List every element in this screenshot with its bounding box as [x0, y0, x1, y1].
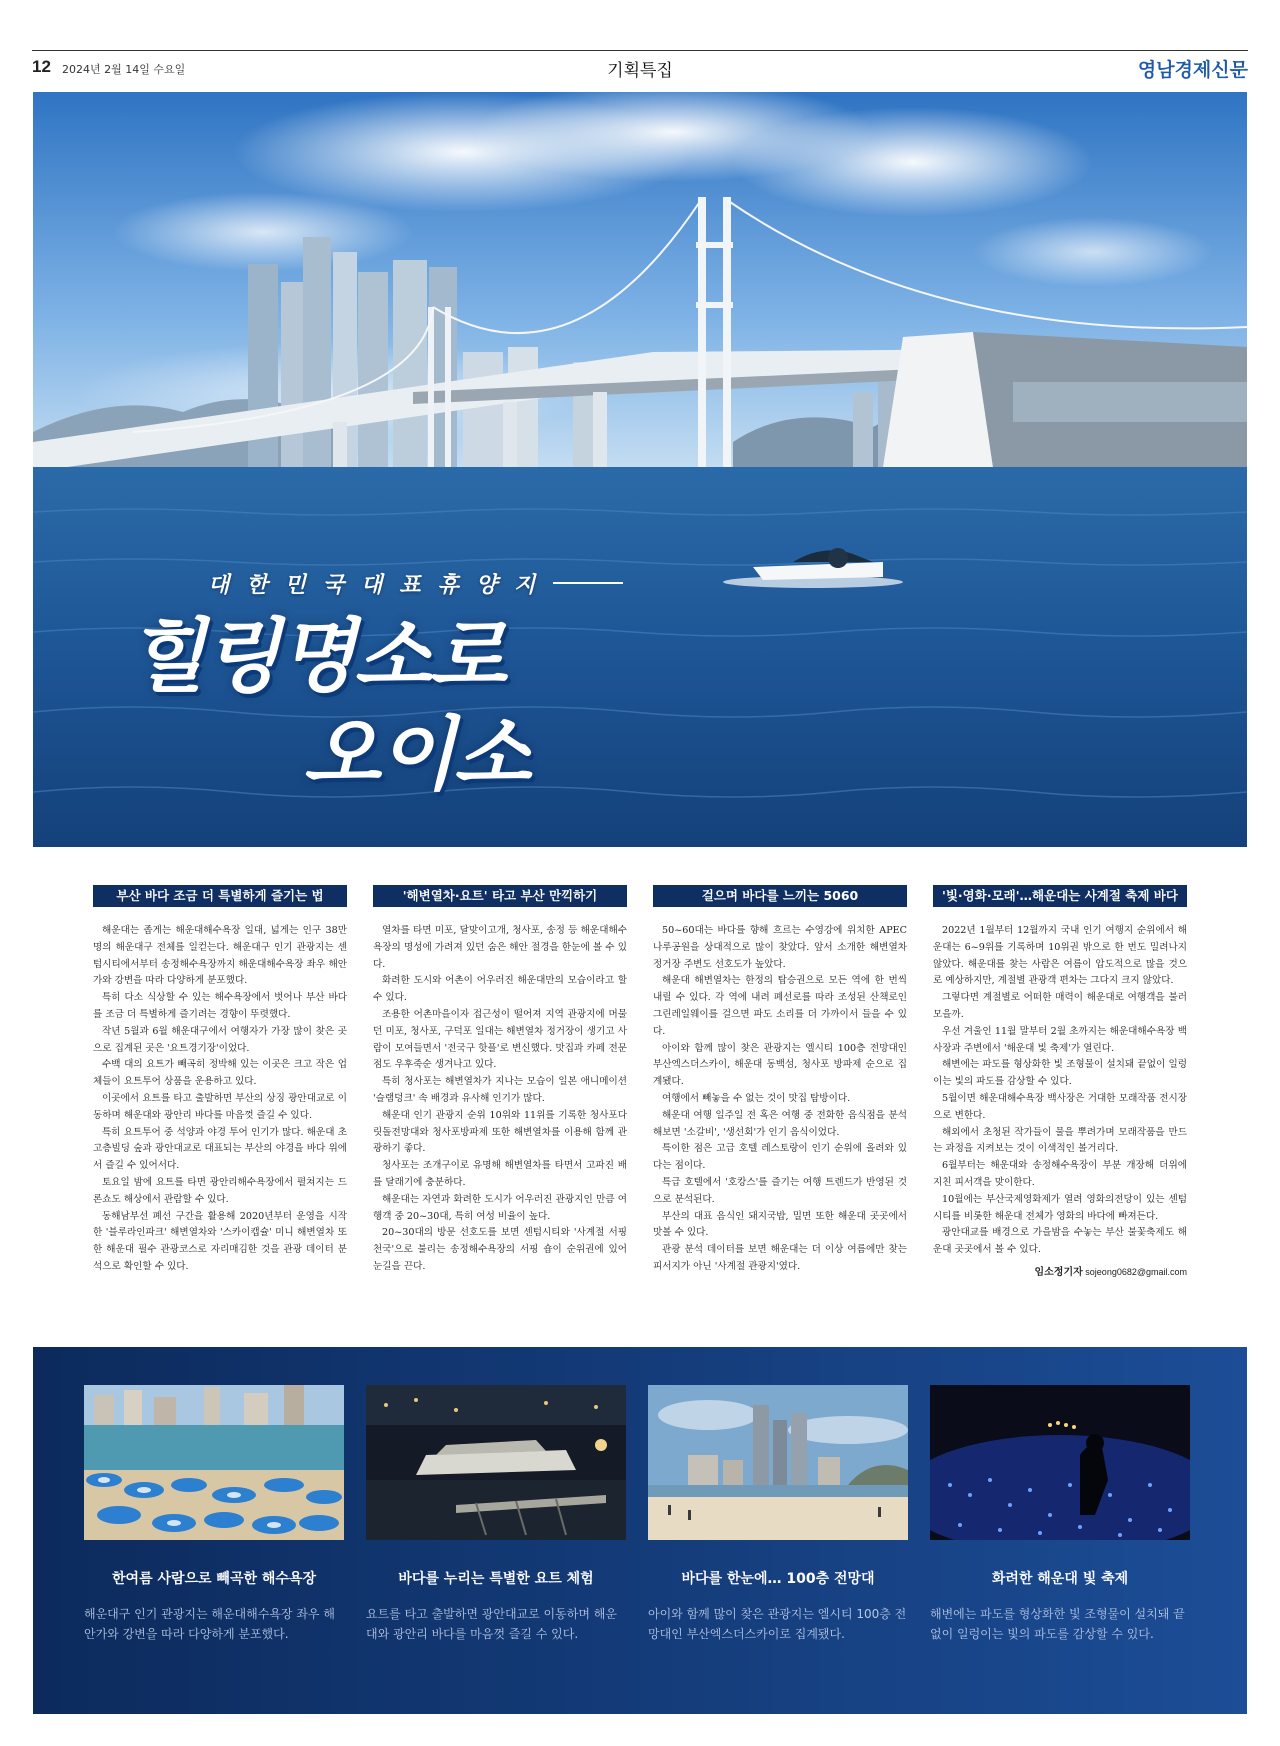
article-columns	[93, 885, 1187, 1315]
issue-date: 2024년 2월 14일 수요일	[62, 63, 186, 76]
paragraph: 아이와 함께 많이 찾은 관광지는 엘시티 100층 전망대인 부산엑스더스카이, 해운대 동백섬, 청사포 방파제 순으로 집계됐다.	[653, 1042, 907, 1088]
article-heading: '해변열차·요트' 타고 부산 만끽하기	[373, 885, 627, 907]
paragraph: 해운대 해변열차는 한정의 탑승권으로 모든 역에 한 번씩 내릴 수 있다. 각 역에 내려 폐선로를 따라 조성된 산책로인 그린레일웨이를 걸으면 파도 소리를 더 가까이서 들을 수 있다.	[653, 975, 907, 1037]
photo-card-yacht	[366, 1385, 626, 1644]
article-body	[933, 923, 1187, 1259]
paragraph: 이곳에서 요트를 타고 출발하면 부산의 상징 광안대교로 이동하며 해운대와 광안리 바다를 마음껏 즐길 수 있다.	[93, 1092, 347, 1121]
hero-title-line2: 오이소	[303, 708, 529, 801]
paragraph: 특히 요트투어 중 석양과 야경 투어 인기가 많다. 해운대 초고층빌딩 숲과 광안대교로 대표되는 부산의 야경을 바다 위에서 즐길 수 있어서다.	[93, 1126, 347, 1172]
paragraph: 특이한 점은 고급 호텔 레스토랑이 인기 순위에 올려와 있다는 점이다.	[653, 1143, 907, 1172]
photo-card-skyline	[648, 1385, 908, 1644]
paragraph: 여행에서 빼놓을 수 없는 것이 맛집 탐방이다.	[662, 1092, 851, 1104]
card-title: 화려한 해운대 빛 축제	[991, 1571, 1129, 1587]
article-body	[93, 923, 347, 1276]
byline-name: 임소정기자	[1034, 1266, 1083, 1278]
page-number: 12	[32, 57, 51, 76]
paragraph: 그렇다면 계절별로 어떠한 매력이 해운대로 여행객을 불러 모을까.	[933, 992, 1187, 1020]
skyline-photo	[648, 1385, 908, 1540]
article-column-3	[653, 885, 907, 1276]
paragraph: 해변에는 파도를 형상화한 빛 조형물이 설치돼 끝없이 일렁이는 빛의 파도를 감상할 수 있다.	[933, 1059, 1187, 1088]
paragraph: 특히 청사포는 해변열차가 지나는 모습이 일본 애니메이션 '슬램덩크' 속 배경과 유사해 인기가 많다.	[373, 1076, 627, 1104]
paragraph: 열차를 타면 미포, 달맞이고개, 청사포, 송정 등 해운대해수욕장의 명성에 가려져 있던 숨은 해안 절경을 한눈에 볼 수 있다.	[373, 925, 627, 970]
paragraph: 조용한 어촌마을이자 접근성이 떨어져 지역 관광지에 머물던 미포, 청사포, 구덕포 일대는 해변열차 정거장이 생기고 사람이 모여들면서 '전국구 핫플'로 변신했다. 맛집과 카페 전문점도 우후죽순 생겨나고 있다.	[373, 1008, 627, 1071]
article-body	[373, 923, 627, 1276]
article-heading: 부산 바다 조금 더 특별하게 즐기는 법	[93, 885, 347, 907]
hero-kicker: 대한민국대표휴양지	[208, 573, 553, 598]
article-heading: 걸으며 바다를 느끼는 5060	[653, 885, 907, 907]
bridge-sea-photo	[33, 92, 1247, 847]
paragraph: 50~60대는 바다를 향해 흐르는 수영강에 위치한 APEC 나루공원을 상대적으로 많이 찾았다. 앞서 소개한 해변열차 정거장 주변도 선호도가 높았다.	[653, 925, 907, 970]
article-column-4	[933, 885, 1187, 1278]
page-header	[32, 50, 1248, 88]
paragraph: 해운대는 자연과 화려한 도시가 어우러진 관광지인 만큼 여행객 중 20~30대, 특히 여성 비율이 높다.	[373, 1193, 627, 1222]
article-column-1	[93, 885, 347, 1276]
paragraph: 관광 분석 데이터를 보면 해운대는 더 이상 여름에만 찾는 피서지가 아닌 '사계절 관광지'였다.	[653, 1244, 907, 1272]
paragraph: 수백 대의 요트가 빼곡히 정박해 있는 이곳은 크고 작은 업체들이 요트투어 상품을 운용하고 있다.	[93, 1059, 347, 1088]
card-description: 해변에는 파도를 형상화한 빛 조형물이 설치돼 끝없이 일렁이는 빛의 파도를 감상할 수 있다.	[930, 1607, 1185, 1641]
card-description: 해운대구 인기 관광지는 해운대해수욕장 좌우 해안가와 강변을 따라 다양하게 분포했다.	[84, 1607, 335, 1641]
card-description: 요트를 타고 출발하면 광안대교로 이동하며 해운대와 광안리 바다를 마음껏 즐길 수 있다.	[366, 1607, 617, 1641]
paragraph: 10월에는 부산국제영화제가 열려 영화의전당이 있는 센텀시티를 비롯한 해운대 전체가 영화의 바다에 빠져든다.	[933, 1193, 1187, 1222]
card-title: 바다를 누리는 특별한 요트 체험	[398, 1571, 594, 1587]
card-title: 한여름 사람으로 빼곡한 해수욕장	[112, 1571, 316, 1587]
article-column-2	[373, 885, 627, 1276]
paragraph: 광안대교를 배경으로 가을밤을 수놓는 부산 불꽃축제도 해운대 곳곳에서 볼 수 있다.	[933, 1227, 1187, 1256]
hero-image	[33, 92, 1247, 847]
paragraph: 우선 겨울인 11월 말부터 2월 초까지는 해운대해수욕장 백사장과 주변에서 '해운대 빛 축제'가 열린다.	[933, 1025, 1187, 1054]
article-heading: '빛·영화·모래'…해운대는 사계절 축제 바다	[933, 885, 1187, 907]
paragraph: 특급 호텔에서 '호캉스'를 즐기는 여행 트렌드가 반영된 것으로 분석된다.	[653, 1176, 907, 1205]
card-description: 아이와 함께 많이 찾은 관광지는 엘시티 100층 전망대인 부산엑스더스카이로 집계됐다.	[648, 1607, 907, 1641]
card-title: 바다를 한눈에… 100층 전망대	[681, 1571, 875, 1587]
kicker-line	[553, 582, 623, 584]
newspaper-name: 영남경제신문	[1137, 59, 1248, 81]
paragraph: 부산의 대표 음식인 돼지국밥, 밀면 또한 해운대 곳곳에서 맛볼 수 있다.	[653, 1210, 907, 1239]
paragraph: 6월부터는 해운대와 송정해수욕장이 부분 개장해 더위에 지친 피서객을 맞이한다.	[933, 1160, 1187, 1188]
paragraph: 5월이면 해운대해수욕장 백사장은 거대한 모래작품 전시장으로 변한다.	[933, 1092, 1187, 1121]
photo-card-beach	[84, 1385, 344, 1644]
paragraph: 해운대 인기 관광지 순위 10위와 11위를 기록한 청사포다릿돌전망대와 청사포방파제 또한 해변열차를 이용해 함께 관광하기 좋다.	[373, 1109, 627, 1155]
byline-email: sojeong0682@gmail.com	[1085, 1266, 1187, 1277]
paragraph: 해외에서 초청된 작가들이 물을 뿌려가며 모래작품을 만드는 과정을 지켜보는 것이 이색적인 볼거리다.	[933, 1126, 1187, 1155]
paragraph: 특히 다소 식상할 수 있는 해수욕장에서 벗어나 부산 바다를 조금 더 특별하게 즐기려는 경향이 뚜렷했다.	[93, 992, 347, 1020]
beach-photo	[84, 1385, 344, 1540]
paragraph: 청사포는 조개구이로 유명해 해변열차를 타면서 고파진 배를 달래기에 충분하다.	[373, 1160, 627, 1188]
byline	[933, 1263, 1187, 1278]
paragraph: 토요일 밤에 요트를 타면 광안리해수욕장에서 펼쳐지는 드론쇼도 해상에서 관람할 수 있다.	[93, 1176, 347, 1205]
article-body	[653, 923, 907, 1276]
photo-band	[33, 1347, 1247, 1714]
paragraph: 20~30대의 방문 선호도를 보면 센텀시티와 '사계절 서핑 천국'으로 불리는 송정해수욕장의 서핑 숍이 순위권에 있어 눈길을 끈다.	[373, 1227, 627, 1272]
paragraph: 2022년 1월부터 12월까지 국내 인기 여행지 순위에서 해운대는 6~9위를 기록하며 10위권 밖으로 한 번도 밀려나지 않았다. 해운대를 찾는 사람은 여름이 압도적으로 많을 것으로 예상하지만, 계절별 관광객 편차는 그다지 크지 않았다.	[933, 925, 1187, 987]
yacht-photo	[366, 1385, 626, 1540]
paragraph: 동해남부선 폐선 구간을 활용해 2020년부터 운영을 시작한 '블루라인파크' 해변열차와 '스카이캡슐' 미니 해변열차 또한 해운대 필수 관광코스로 자리매김한 것을 관광 데이터 분석으로 확인할 수 있다.	[93, 1210, 347, 1272]
paragraph: 해운대 여행 일주일 전 혹은 여행 중 전화한 음식점을 분석해보면 '소갈비', '생선회'가 인기 음식이었다.	[653, 1109, 907, 1138]
hero-title-line1: 힐링명소로	[128, 610, 505, 703]
section-title: 기획특집	[607, 61, 673, 81]
paragraph: 해운대는 좁게는 해운대해수욕장 일대, 넓게는 인구 38만명의 해운대구 전체를 일컫는다. 해운대구 인기 관광지는 센텀시티에서부터 송정해수욕장까지 해운대해수욕장 좌우 해안가와 강변을 따라 다양하게 분포했다.	[93, 925, 347, 987]
paragraph: 화려한 도시와 어촌이 어우러진 해운대만의 모습이라고 할 수 있다.	[373, 975, 627, 1004]
paragraph: 작년 5월과 6월 해운대구에서 여행자가 가장 많이 찾은 곳으로 집계된 곳은 '요트경기장'이었다.	[93, 1025, 347, 1054]
photo-card-light-festival	[930, 1385, 1190, 1644]
light-festival-photo	[930, 1385, 1190, 1540]
